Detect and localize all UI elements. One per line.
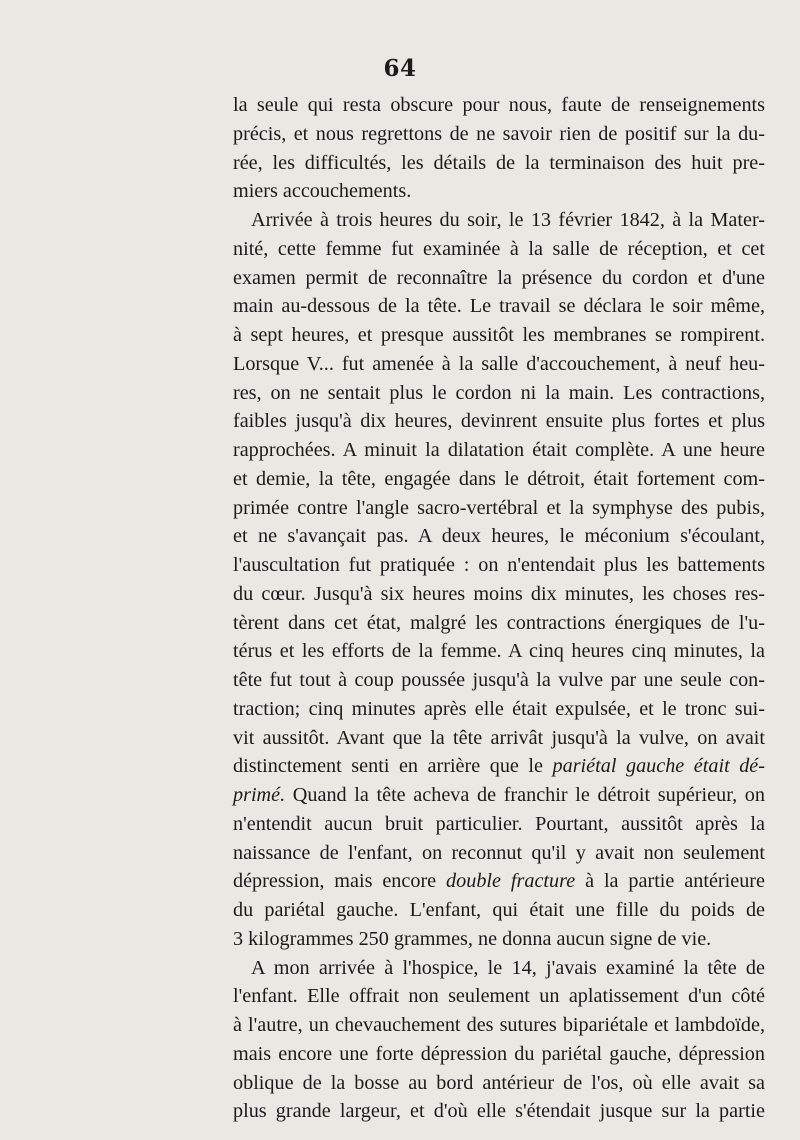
text-line: examen permit de reconnaître la présence du cordon et d'une xyxy=(233,266,765,289)
text-line: Lorsque V... fut amenée à la salle d'accouchement, à neuf heu- xyxy=(233,352,765,375)
text-line: plus grande largeur, et d'où elle s'étendait jusque sur la partie xyxy=(233,1100,765,1123)
text-line: à sept heures, et presque aussitôt les membranes se rompirent. xyxy=(233,324,765,346)
body-text xyxy=(233,91,765,1126)
text-line: du pariétal gauche. L'enfant, qui était une fille du poids de xyxy=(233,899,765,921)
text-line: n'entendit aucun bruit particulier. Pourtant, aussitôt après la xyxy=(233,812,765,835)
text-line: vit aussitôt. Avant que la tête arrivât jusqu'à la vulve, on avait xyxy=(233,726,765,749)
italic-phrase: double fracture xyxy=(446,870,576,893)
text-line: précis, et nous regrettons de ne savoir rien de positif sur la du- xyxy=(233,122,765,145)
text-line: res, on ne sentait plus le cordon ni la main. Les contractions, xyxy=(233,381,765,404)
text-line: traction; cinq minutes après elle était expulsée, et le tronc sui- xyxy=(233,697,765,720)
text-line: l'auscultation fut pratiquée : on n'entendait plus les battements xyxy=(233,554,765,576)
text-line: main au-dessous de la tête. Le travail se déclara le soir même, xyxy=(233,295,765,318)
text-line: primée contre l'angle sacro-vertébral et la symphyse des pubis, xyxy=(233,496,765,519)
text-line: faibles jusqu'à dix heures, devinrent ensuite plus fortes et plus xyxy=(233,410,765,433)
text-segment: dépression, mais encore xyxy=(233,870,447,893)
text-line: rapprochées. A minuit la dilatation était complète. A une heure xyxy=(233,439,765,461)
italic-phrase: pariétal gauche était dé- xyxy=(552,755,765,778)
text-line: miers accouchements. xyxy=(233,180,412,203)
text-line: rée, les difficultés, les détails de la terminaison des huit pre- xyxy=(233,151,765,174)
text-segment: distinctement senti en arrière que le xyxy=(233,755,553,778)
text-line: tête fut tout à coup poussée jusqu'à la vulve par une seule con- xyxy=(233,669,765,691)
text-line: l'enfant. Elle offrait non seulement un aplatissement d'un côté xyxy=(233,985,765,1008)
text-segment: à la partie antérieure xyxy=(575,870,765,893)
text-line: A mon arrivée à l'hospice, le 14, j'avais examiné la tête de xyxy=(251,956,765,979)
text-line: 3 kilogrammes 250 grammes, ne donna aucun signe de vie. xyxy=(233,927,712,950)
text-line: la seule qui resta obscure pour nous, faute de renseignements xyxy=(233,94,765,116)
text-line: tèrent dans cet état, malgré les contractions énergiques de l'u- xyxy=(233,611,765,634)
text-line: à l'autre, un chevauchement des sutures bipariétale et lambdoïde, xyxy=(233,1014,765,1036)
text-line: naissance de l'enfant, on reconnut qu'il y avait non seulement xyxy=(233,841,765,864)
text-line: et ne s'avançait pas. A deux heures, le méconium s'écoulant, xyxy=(233,525,765,548)
page-number: 64 xyxy=(383,55,417,82)
text-line: Arrivée à trois heures du soir, le 13 février 1842, à la Mater- xyxy=(251,209,765,231)
text-line: mais encore une forte dépression du pariétal gauche, dépression xyxy=(233,1042,765,1065)
text-line: du cœur. Jusqu'à six heures moins dix minutes, les choses res- xyxy=(233,582,765,605)
text-line: nité, cette femme fut examinée à la salle de réception, et cet xyxy=(233,237,765,260)
text-line: térus et les efforts de la femme. A cinq heures cinq minutes, la xyxy=(233,640,765,663)
text-segment: Quand la tête acheva de franchir le détroit supérieur, on xyxy=(285,784,765,806)
text-line xyxy=(233,752,765,781)
text-line xyxy=(233,867,765,896)
text-line: et demie, la tête, engagée dans le détroit, était fortement com- xyxy=(233,467,765,490)
text-line xyxy=(233,781,765,810)
italic-phrase: primé. xyxy=(233,784,286,806)
text-line: oblique de la bosse au bord antérieur de l'os, où elle avait sa xyxy=(233,1071,765,1094)
